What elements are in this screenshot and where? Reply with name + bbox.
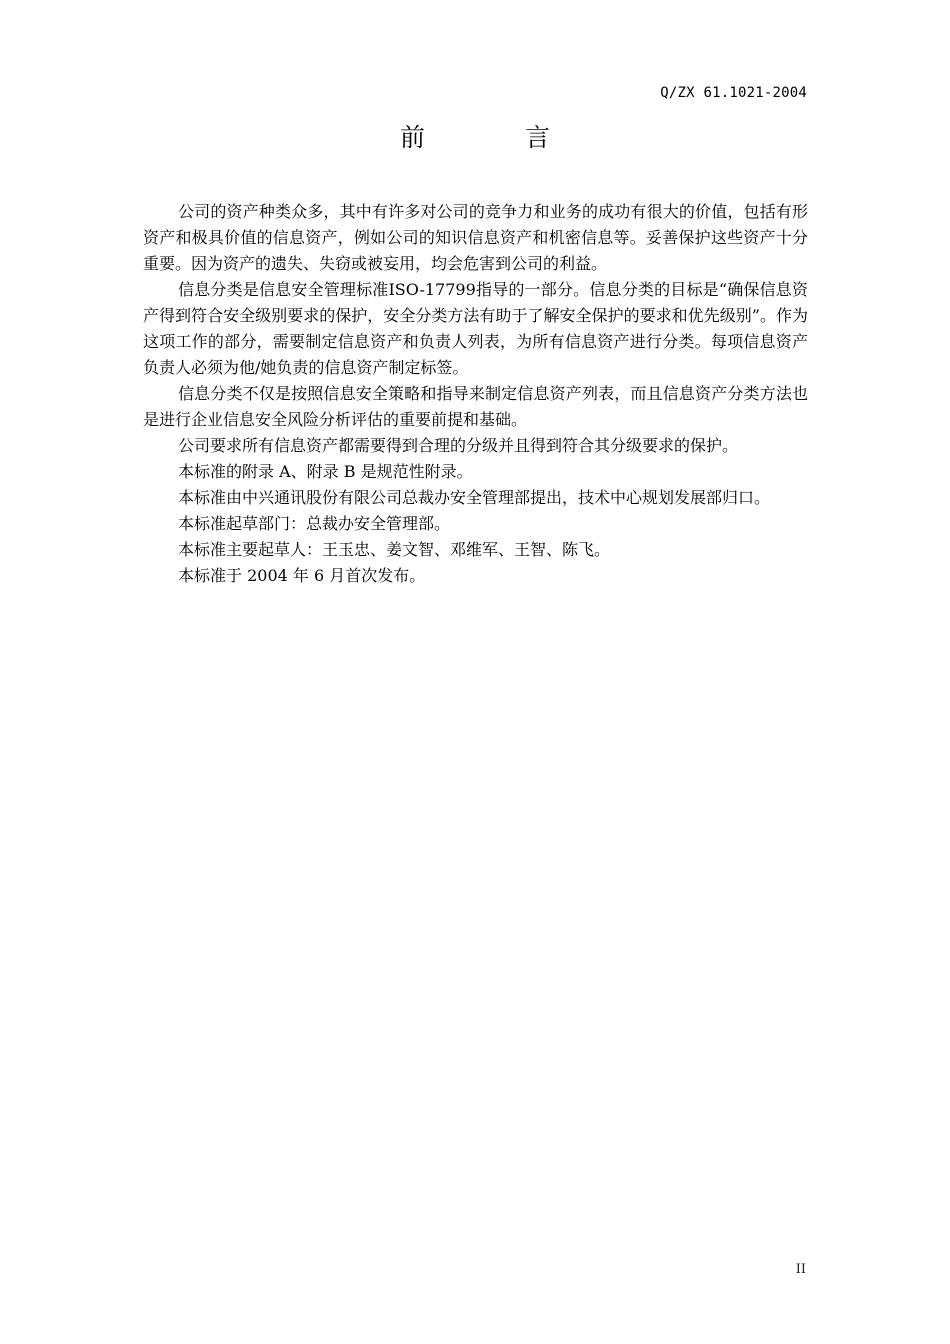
paragraph: 信息分类不仅是按照信息安全策略和指导来制定信息资产列表，而且信息资产分类方法也是进行企业信息安全风险分析评估的重要前提和基础。 (143, 384, 808, 429)
foreword-body (143, 199, 808, 589)
document-id: Q/ZX 61.1021-2004 (660, 85, 807, 101)
paragraph: 公司要求所有信息资产都需要得到合理的分级并且得到符合其分级要求的保护。 (178, 436, 739, 455)
page-number: II (795, 1262, 806, 1277)
paragraph: 本标准于 2004 年 6 月首次发布。 (178, 566, 426, 585)
paragraph: 本标准主要起草人：王玉忠、姜文智、邓维军、王智、陈飞。 (178, 540, 611, 559)
paragraph: 本标准的附录 A、附录 B 是规范性附录。 (178, 462, 473, 481)
page-title: 前 言 (400, 123, 596, 152)
paragraph: 公司的资产种类众多，其中有许多对公司的竞争力和业务的成功有很大的价值，包括有形资产和极具价值的信息资产，例如公司的知识信息资产和机密信息等。妥善保护这些资产十分重要。因为资产的遗失、失窃或被妄用，均会危害到公司的利益。 (143, 202, 808, 273)
paragraph: 本标准由中兴通讯股份有限公司总裁办安全管理部提出，技术中心规划发展部归口。 (178, 488, 771, 507)
paragraph: 信息分类是信息安全管理标准ISO-17799指导的一部分。信息分类的目标是“确保信息资产得到符合安全级别要求的保护，安全分类方法有助于了解安全保护的要求和优先级别”。作为这项工作的部分，需要制定信息资产和负责人列表，为所有信息资产进行分类。每项信息资产负责人必须为他/她负责的信息资产制定标签。 (143, 280, 808, 377)
paragraph: 本标准起草部门：总裁办安全管理部。 (178, 514, 451, 533)
